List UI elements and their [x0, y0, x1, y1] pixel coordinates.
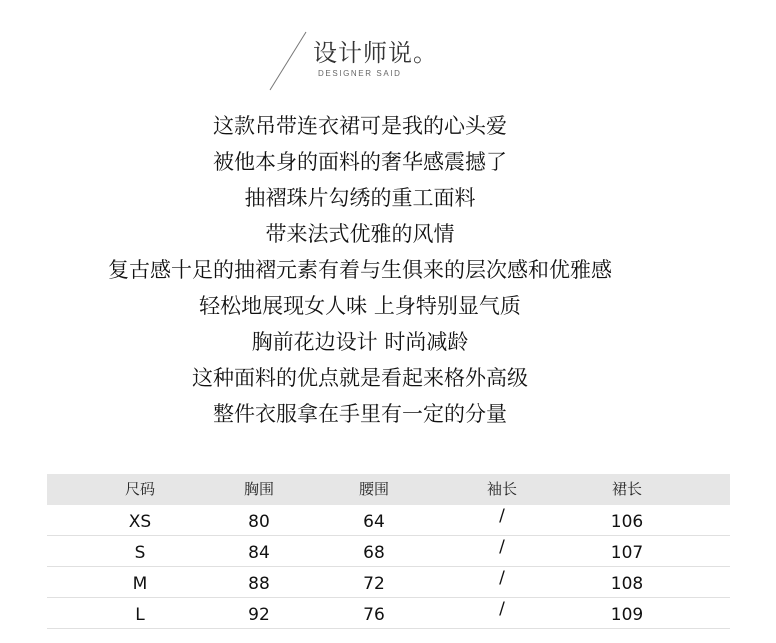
cell-sleeve-length: / [499, 506, 505, 526]
cell-size: L [135, 605, 145, 625]
designer-said-header [0, 0, 776, 100]
cell-sleeve-length: / [499, 537, 505, 557]
header-size: 尺码 [124, 480, 155, 498]
header-skirt-length: 裙长 [611, 480, 642, 498]
cell-waist: 68 [363, 543, 385, 563]
cell-waist: 72 [363, 574, 385, 594]
description-line: 被他本身的面料的奢华感震撼了 [213, 150, 507, 174]
header-waist: 腰围 [358, 480, 389, 498]
table-row [47, 536, 730, 567]
description-line: 整件衣服拿在手里有一定的分量 [213, 402, 507, 426]
header-bust: 胸围 [243, 480, 274, 498]
cell-skirt-length: 109 [610, 605, 644, 625]
section-subtitle: DESIGNER SAID [318, 69, 402, 78]
cell-bust: 88 [248, 574, 270, 594]
cell-sleeve-length: / [499, 568, 505, 588]
cell-size: S [134, 543, 146, 563]
description-line: 这种面料的优点就是看起来格外高级 [192, 366, 528, 390]
cell-skirt-length: 107 [610, 543, 644, 563]
cell-bust: 84 [248, 543, 270, 563]
table-header-row [47, 474, 730, 505]
designer-description [0, 108, 720, 432]
slash-decoration-icon [268, 30, 308, 92]
cell-size: M [132, 574, 148, 594]
cell-sleeve-length: / [499, 599, 505, 619]
cell-waist: 64 [363, 512, 385, 532]
size-table [47, 474, 730, 629]
description-line: 胸前花边设计 时尚减龄 [251, 330, 469, 354]
cell-bust: 80 [248, 512, 270, 532]
header-sleeve-length: 袖长 [486, 480, 517, 498]
cell-skirt-length: 108 [610, 574, 644, 594]
cell-waist: 76 [363, 605, 385, 625]
description-line: 轻松地展现女人味 上身特别显气质 [199, 294, 521, 318]
cell-bust: 92 [248, 605, 270, 625]
table-row [47, 505, 730, 536]
table-row [47, 598, 730, 629]
section-title: 设计师说。 [313, 39, 438, 67]
description-line: 抽褶珠片勾绣的重工面料 [244, 186, 476, 210]
description-line: 带来法式优雅的风情 [265, 222, 455, 246]
cell-size: XS [128, 512, 152, 532]
description-line: 这款吊带连衣裙可是我的心头爱 [213, 114, 507, 138]
cell-skirt-length: 106 [610, 512, 644, 532]
description-line: 复古感十足的抽褶元素有着与生俱来的层次感和优雅感 [108, 258, 612, 282]
table-row [47, 567, 730, 598]
